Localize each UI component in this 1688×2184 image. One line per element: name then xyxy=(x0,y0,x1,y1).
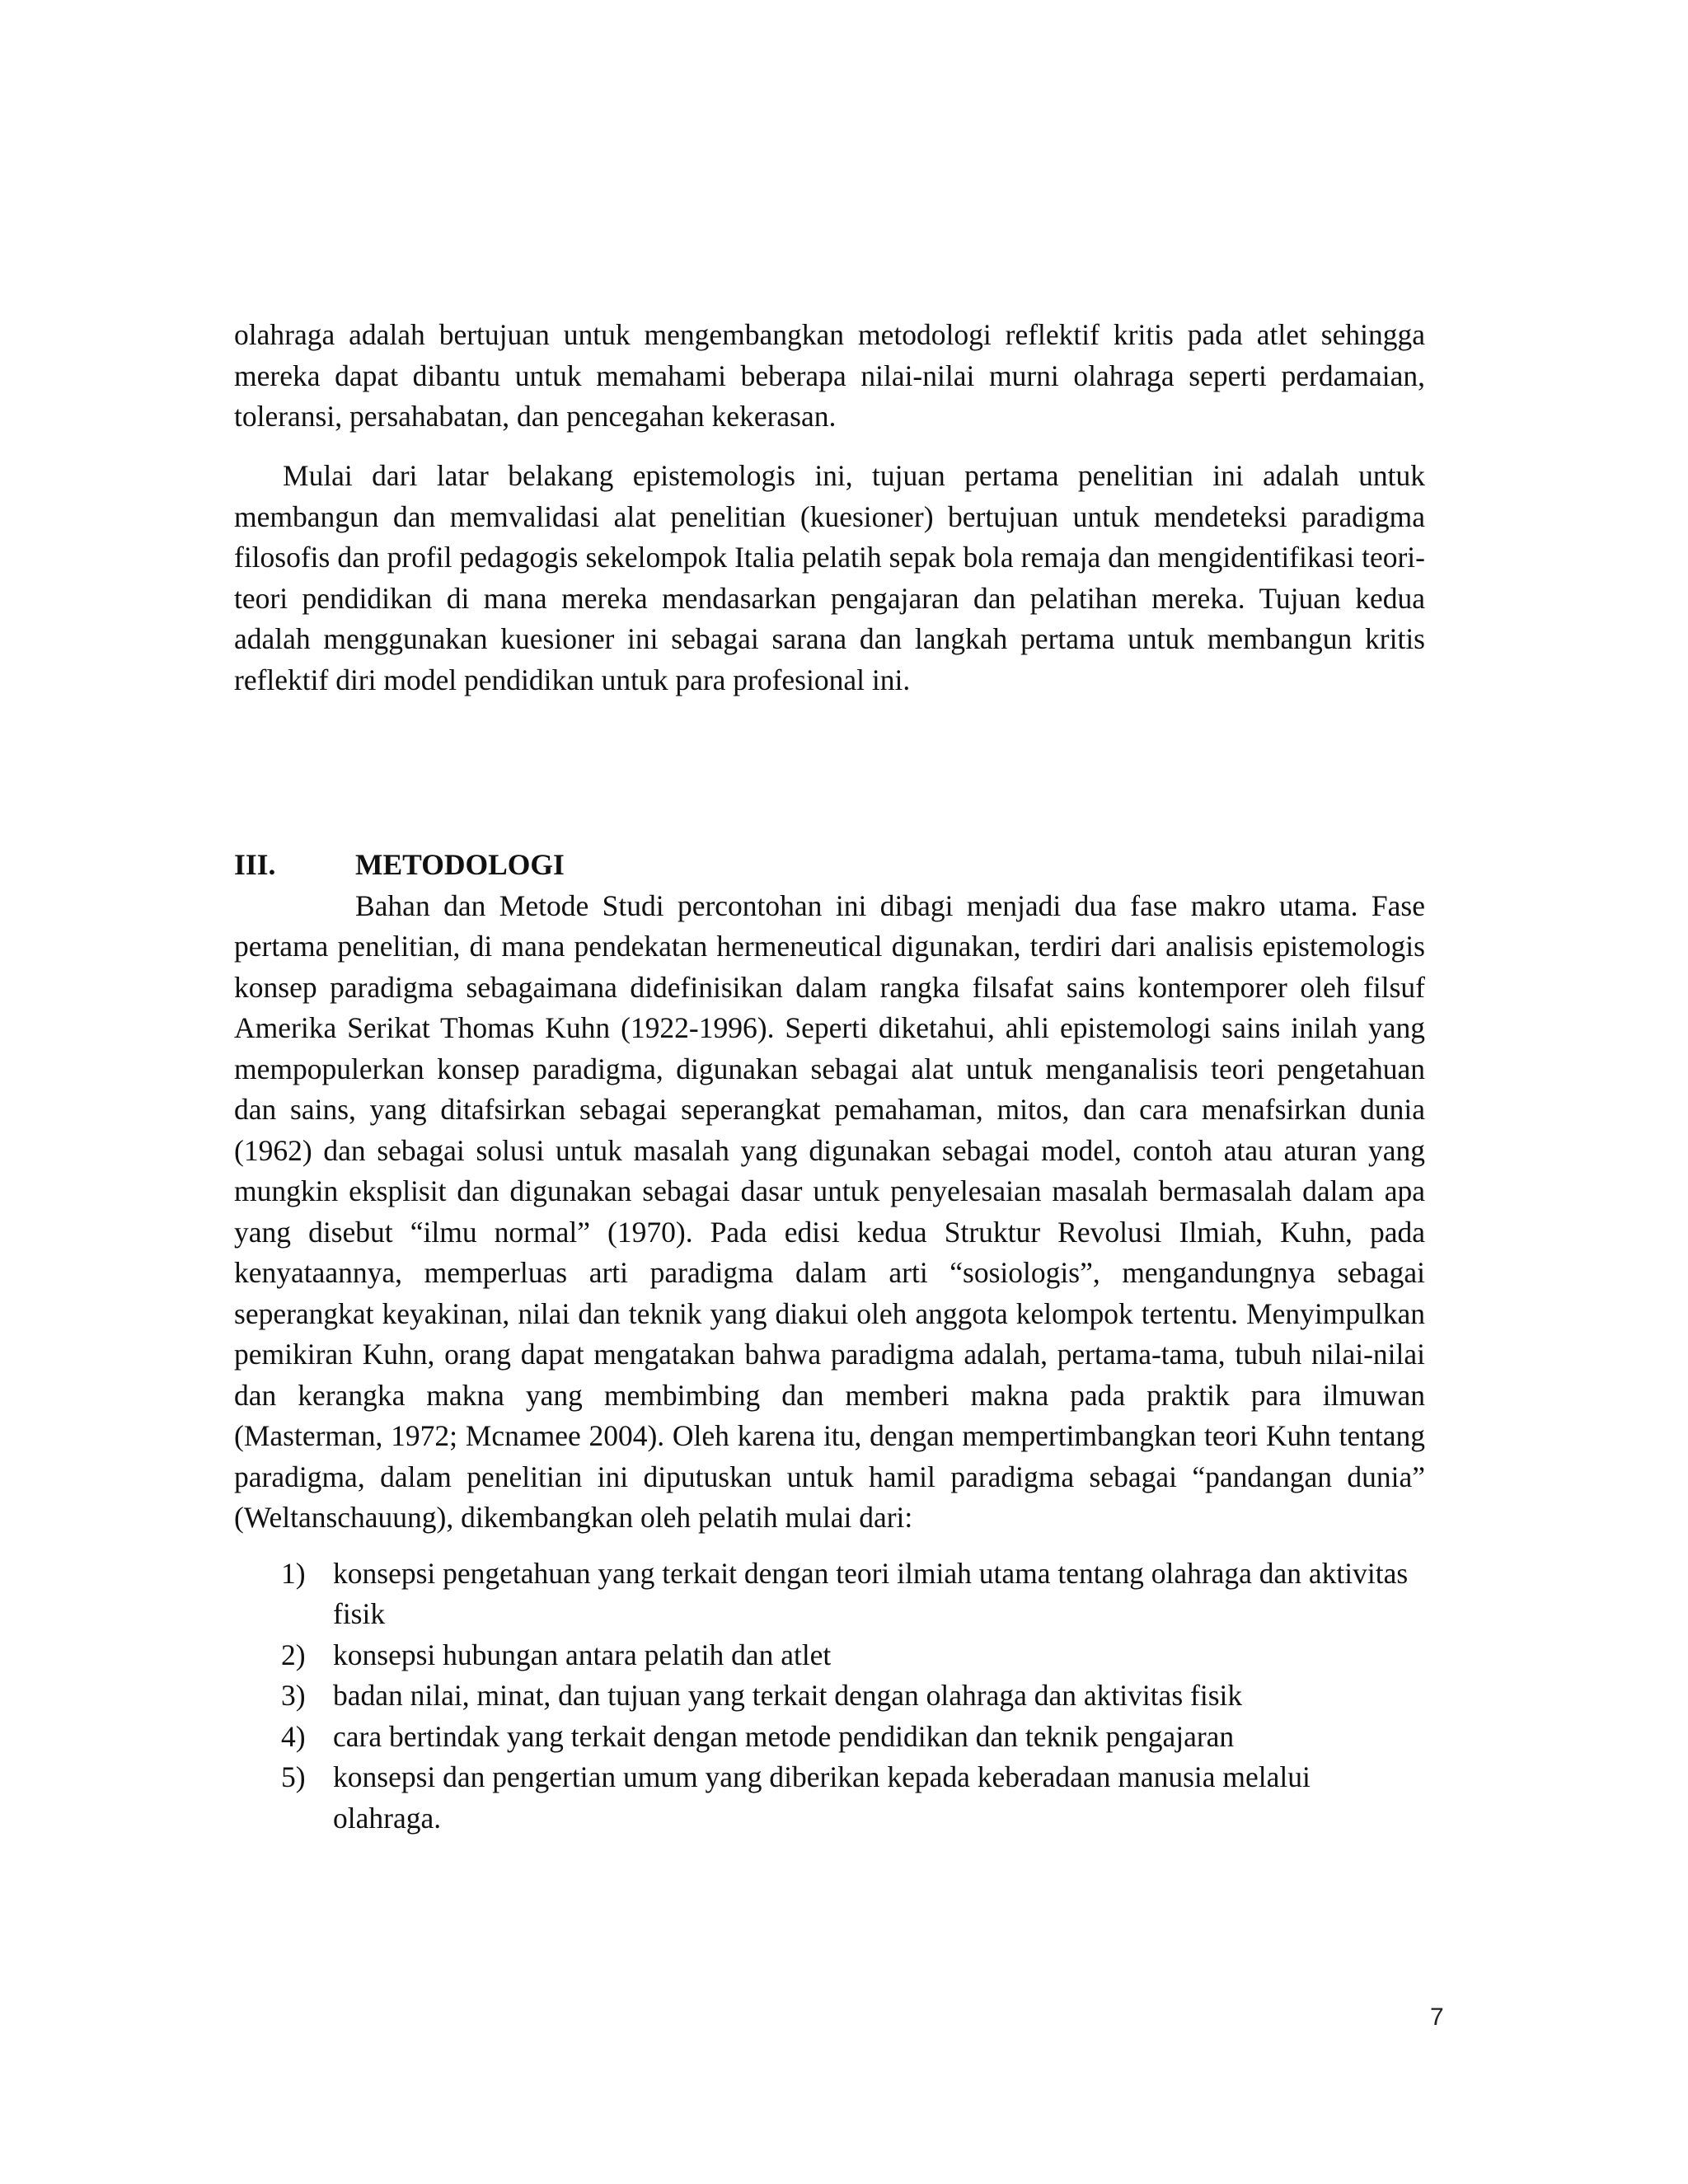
list-item-text: cara bertindak yang terkait dengan metode pendidikan dan teknik pengajaran xyxy=(333,1719,1235,1753)
list-item-text: konsepsi hubungan antara pelatih dan atlet xyxy=(333,1638,832,1671)
list-item xyxy=(234,1717,1425,1758)
paradigm-list xyxy=(234,1554,1425,1840)
list-item xyxy=(234,1757,1425,1839)
list-marker: 1) xyxy=(281,1556,306,1590)
list-marker: 3) xyxy=(281,1679,306,1712)
list-marker: 4) xyxy=(281,1719,306,1753)
page-number: 7 xyxy=(1430,2004,1444,2031)
list-item-text: konsepsi pengetahuan yang terkait dengan teori ilmiah utama tentang olahraga dan aktivitas fisik xyxy=(333,1556,1409,1630)
list-item xyxy=(234,1675,1425,1717)
list-item xyxy=(234,1635,1425,1676)
paragraph-research-aims: Mulai dari latar belakang epistemologis ini, tujuan pertama penelitian ini adalah untuk membangun dan memvalidasi alat penelitian (kuesioner) bertujuan untuk mendeteksi paradigma filosofis dan profil pedagogis sekelompok Italia pelatih sepak bola remaja dan mengidentifikasi teori-teori pendidikan di mana mereka mendasarkan pengajaran dan pelatihan mereka. Tujuan kedua adalah menggunakan kuesioner ini sebagai sarana dan langkah pertama untuk membangun kritis reflektif diri model pendidikan untuk para profesional ini. xyxy=(234,459,1425,696)
paragraph-methodology-body: Bahan dan Metode Studi percontohan ini dibagi menjadi dua fase makro utama. Fase pertama penelitian, di mana pendekatan hermeneutical digunakan, terdiri dari analisis epistemologis konsep paradigma sebagaimana didefinisikan dalam rangka filsafat sains kontemporer oleh filsuf Amerika Serikat Thomas Kuhn (1922-1996). Seperti diketahui, ahli epistemologi sains inilah yang mempopulerkan konsep paradigma, digunakan sebagai alat untuk menganalisis teori pengetahuan dan sains, yang ditafsirkan sebagai seperangkat pemahaman, mitos, dan cara menafsirkan dunia (1962) dan sebagai solusi untuk masalah yang digunakan sebagai model, contoh atau aturan yang mungkin eksplisit dan digunakan sebagai dasar untuk penyelesaian masalah bermasalah dalam apa yang disebut “ilmu normal” (1970). Pada edisi kedua Struktur Revolusi Ilmiah, Kuhn, pada kenyataannya, memperluas arti paradigma dalam arti “sosiologis”, mengandungnya sebagai seperangkat keyakinan, nilai dan teknik yang diakui oleh anggota kelompok tertentu. Menyimpulkan pemikiran Kuhn, orang dapat mengatakan bahwa paradigma adalah, pertama-tama, tubuh nilai-nilai dan kerangka makna yang membimbing dan memberi makna pada praktik para ilmuwan (Masterman, 1972; Mcnamee 2004). Oleh karena itu, dengan mempertimbangkan teori Kuhn tentang paradigma, dalam penelitian ini diputuskan untuk hamil paradigma sebagai “pandangan dunia” (Weltanschauung), dikembangkan oleh pelatih mulai dari: xyxy=(234,888,1425,1534)
section-number: III. xyxy=(234,848,276,881)
list-item-text: konsepsi dan pengertian umum yang diberikan kepada keberadaan manusia melalui olahraga. xyxy=(333,1760,1311,1835)
section-methodology xyxy=(234,845,1425,1839)
paragraph-intro-continuation: olahraga adalah bertujuan untuk mengembangkan metodologi reflektif kritis pada atlet sehingga mereka dapat dibantu untuk memahami beberapa nilai-nilai murni olahraga seperti perdamaian, toleransi, persahabatan, dan pencegahan kekerasan. xyxy=(234,318,1425,433)
list-item-text: badan nilai, minat, dan tujuan yang terkait dengan olahraga dan aktivitas fisik xyxy=(333,1679,1243,1712)
list-marker: 2) xyxy=(281,1638,306,1671)
section-heading xyxy=(234,845,1425,886)
list-item xyxy=(234,1554,1425,1635)
list-marker: 5) xyxy=(281,1760,306,1793)
section-title: METODOLOGI xyxy=(355,848,565,881)
